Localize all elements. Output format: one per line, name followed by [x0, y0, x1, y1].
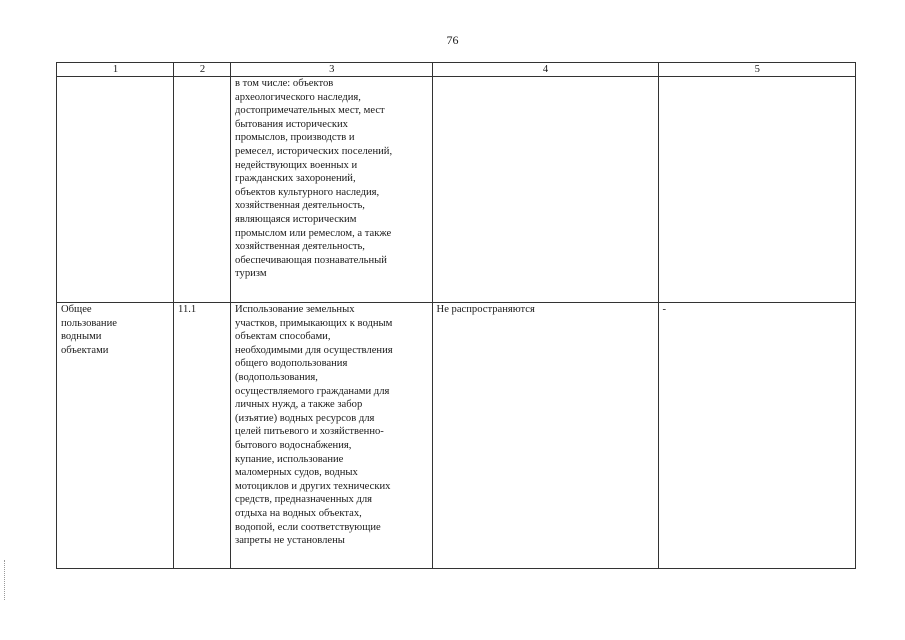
header-col-3: 3: [231, 63, 433, 77]
scan-margin-marks: [4, 560, 7, 600]
table-row: [57, 303, 856, 569]
page-number: 76: [446, 33, 459, 47]
cell-code: 11.1: [174, 303, 231, 569]
cell-code: [174, 77, 231, 303]
table-row: [57, 77, 856, 303]
cell-restrictions: [658, 77, 856, 303]
document-table: [56, 62, 856, 569]
cell-description: Использование земельных участков, примыкающих к водным объектам способами, необходимыми для осуществления общего водопользования (водопользования, осуществляемого гражданами для личных нужд, а также забор (изъятие) водных ресурсов для целей питьевого и хозяйственно- бытового водоснабжения, купание, использование маломерных судов, водных мотоциклов и других технических средств, предназначенных для отдыха на водных объектах, водопой, если соответствующие запреты не установлены: [231, 303, 433, 569]
header-col-1: 1: [57, 63, 174, 77]
cell-restrictions: -: [658, 303, 856, 569]
cell-activity-name: [57, 77, 174, 303]
table-header-row: [57, 63, 856, 77]
cell-parameters: Не распространяются: [432, 303, 658, 569]
cell-activity-name: Общее пользование водными объектами: [57, 303, 174, 569]
cell-parameters: [432, 77, 658, 303]
header-col-5: 5: [658, 63, 856, 77]
header-col-4: 4: [432, 63, 658, 77]
header-col-2: 2: [174, 63, 231, 77]
cell-description: в том числе: объектов археологического наследия, достопримечательных мест, мест бытования исторических промыслов, производств и ремесел, исторических поселений, недействующих военных и гражданских захоронений, объектов культурного наследия, хозяйственная деятельность, являющаяся историческим промыслом или ремеслом, а также хозяйственная деятельность, обеспечивающая познавательный туризм: [231, 77, 433, 303]
